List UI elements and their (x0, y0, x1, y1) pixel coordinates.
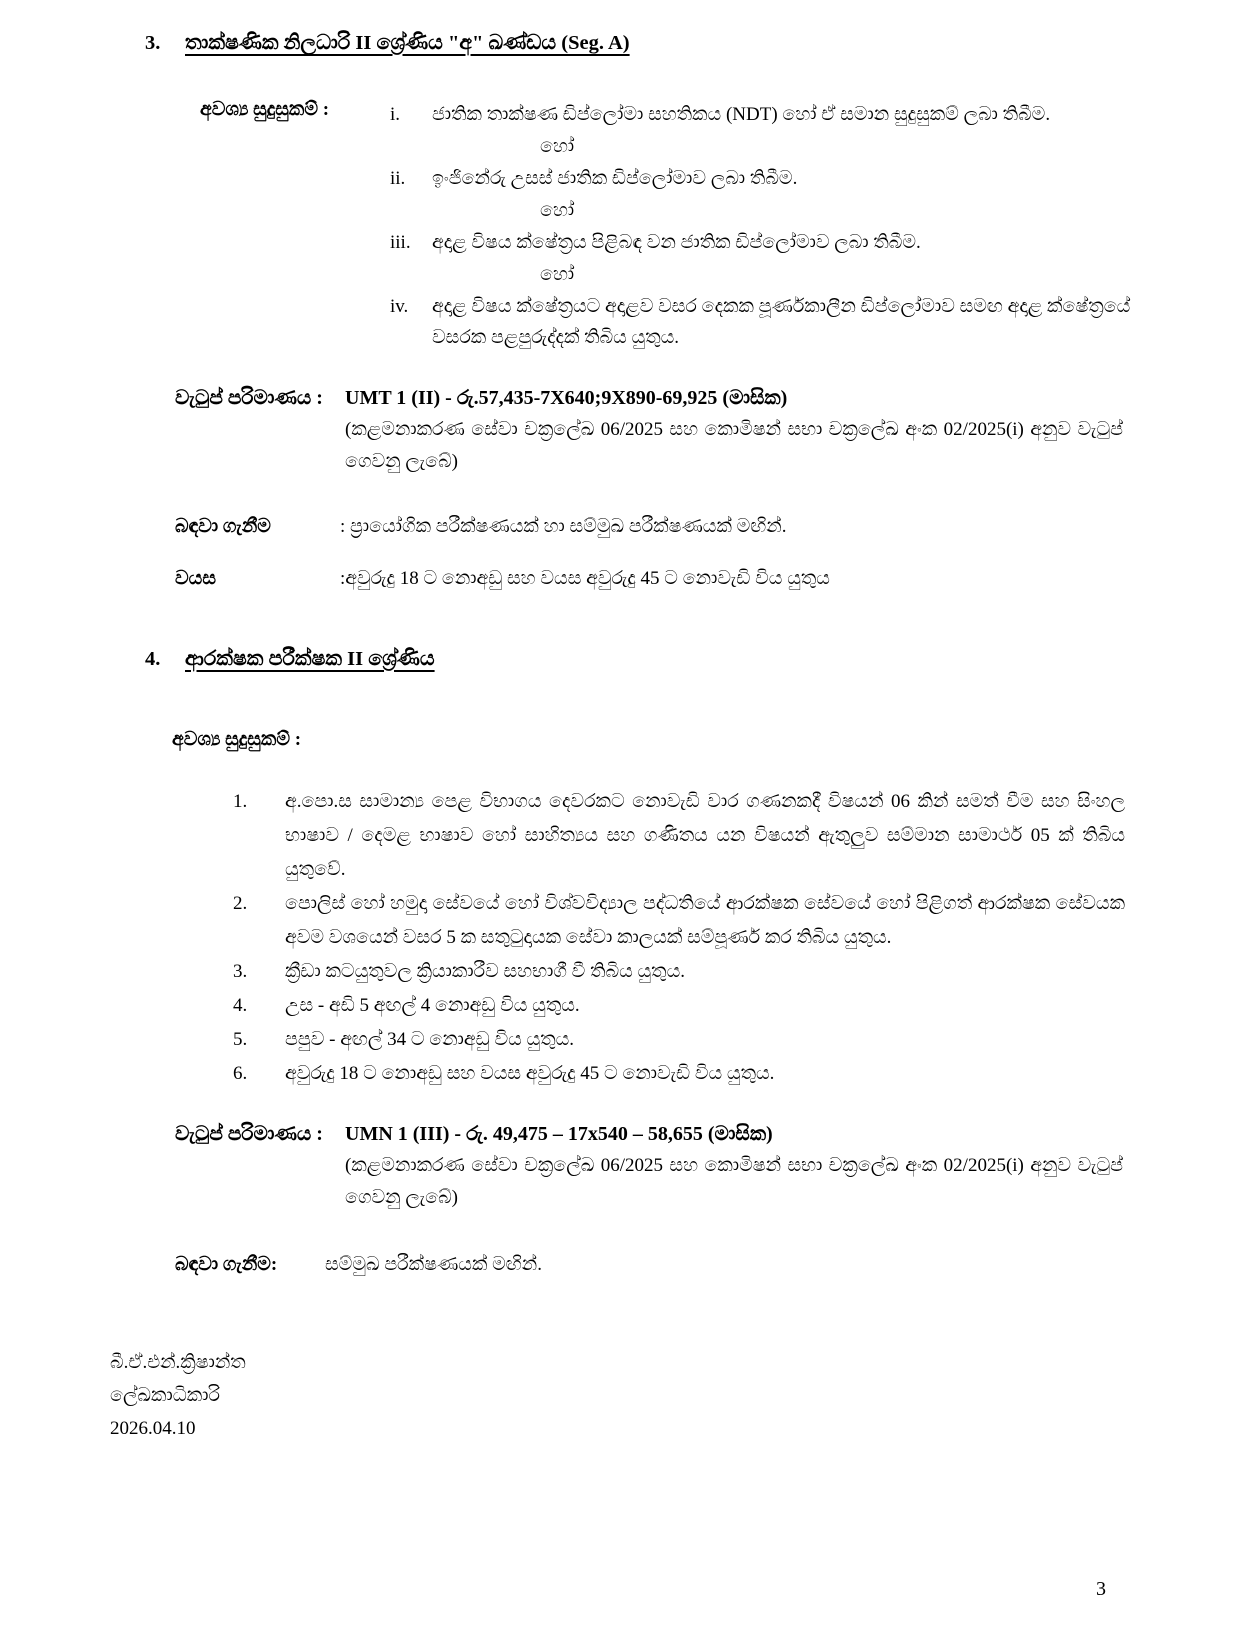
section4-heading (145, 648, 1241, 671)
age-label: වයස (175, 568, 216, 589)
item-text: ඉංජිනේරු උසස් ජාතික ඩිප්ලෝමාව ලබා තිබීම. (432, 168, 798, 189)
item-number: 4. (233, 995, 248, 1016)
signatory-designation: ලේඛකාධිකාරි (110, 1385, 220, 1406)
list-item (233, 955, 1125, 989)
section3-qualifications-label: අවශ්‍ය සුදුසුකම් : (200, 99, 330, 120)
item-text: අ.පො.ස සාමාන්‍ය පෙළ විභාගය දෙවරකට නොවැඩි වාර ගණනකදී විෂයන් 06 කින් සමත් වීම සහ සිංහල භාෂාව / දෙමළ භාෂාව හෝ සාහිත්‍යය සහ ගණිතය යන විෂයන් ඇතුලුව සම්මාන සාමාර්ථ 05 ක් තිබිය යුතුවේ. (285, 791, 1125, 880)
list-item (390, 163, 1142, 194)
list-item (233, 989, 1125, 1023)
item-number: iii. (390, 232, 411, 253)
section4-qualifications-label: අවශ්‍ය සුදුසුකම් : (172, 729, 302, 750)
list-item (233, 1057, 1125, 1091)
item-text: ක්‍රීඩා කටයුතුවල ක්‍රියාකාරීව සහභාගී වී තිබිය යුතුය. (285, 961, 685, 982)
section4-recruitment (175, 1254, 1241, 1276)
list-item (390, 291, 1142, 353)
list-item (233, 887, 1125, 955)
or-separator: හෝ (540, 264, 575, 285)
item-number: 6. (233, 1063, 248, 1084)
item-text: අදාළ විෂය ක්ෂේත්‍රය පිළිබඳ වන ජාතික ඩිප්ලෝමාව ලබා තිබීම. (432, 232, 921, 253)
page-number: 3 (1096, 1578, 1106, 1600)
recruitment-value: : ප්‍රායෝගික පරීක්ෂණයක් හා සම්මුඛ පරීක්ෂණයක් මඟින්. (340, 516, 787, 537)
list-item (233, 1023, 1125, 1057)
item-text: ජාතික තාක්ෂණ ඩිප්ලෝමා සහතිකය (NDT) හෝ ඒ සමාන සුදුසුකම් ලබා තිබීම. (432, 104, 1051, 125)
section4-qualification-items (233, 785, 1125, 1091)
section3-number: 3. (145, 32, 161, 54)
section4-salary-scale (175, 1123, 1241, 1146)
recruitment-label: බඳවා ගැනීම: (175, 1254, 278, 1275)
item-text: උස - අඩි 5 අඟල් 4 නොඅඩු විය යුතුය. (285, 995, 580, 1016)
item-number: 5. (233, 1029, 248, 1050)
salary-value: UMN 1 (III) - රු. 49,475 – 17x540 – 58,655 (මාසික) (345, 1123, 773, 1145)
item-text: අවුරුදු 18 ට නොඅඩු සහ වයස අවුරුදු 45 ට නොවැඩි විය යුතුය. (285, 1063, 775, 1084)
item-number: 3. (233, 961, 248, 982)
section4-salary-note: (කළමනාකරණ සේවා චක්‍රලේඛ 06/2025 සහ කොමිෂන් සභා චක්‍රලේඛ අංක 02/2025(i) අනුව වැටුප් ගෙවනු ලැබේ) (345, 1155, 1123, 1208)
item-number: iv. (390, 296, 409, 317)
salary-label: වැටුප් පරිමාණය : (175, 387, 323, 409)
section3-qualification-items (390, 99, 1142, 353)
item-text: පපුව - අඟල් 34 ට නොඅඩු විය යුතුය. (285, 1029, 575, 1050)
item-number: 2. (233, 893, 248, 914)
signature-date: 2026.04.10 (110, 1418, 196, 1439)
signature-block (110, 1346, 1241, 1445)
section4-title: ආරක්ෂක පරීක්ෂක II ශ්‍රේණිය (185, 648, 435, 670)
or-separator: හෝ (540, 136, 575, 157)
item-number: i. (390, 104, 401, 125)
section3-recruitment (175, 516, 1241, 538)
list-item (390, 99, 1142, 130)
item-number: ii. (390, 168, 406, 189)
age-value: :අවුරුදු 18 ට නොඅඩු සහ වයස අවුරුදු 45 ට නොවැඩි විය යුතුය (340, 568, 830, 589)
list-item (390, 227, 1142, 258)
recruitment-label: බඳවා ගැනීම (175, 516, 271, 537)
section3-salary-scale (175, 387, 1241, 410)
item-text: අදාළ විෂය ක්ෂේත්‍රයට අදාළව වසර දෙකක පූර්ණකාලීන ඩිප්ලෝමාව සමඟ අදාළ ක්ෂේත්‍රයේ වසරක පළපුරුද්දක් තිබිය යුතුය. (432, 296, 1131, 348)
recruitment-value: සම්මුඛ පරීක්ෂණයක් මඟින්. (325, 1254, 542, 1275)
salary-value: UMT 1 (II) - රු.57,435-7X640;9X890-69,925 (මාසික) (345, 387, 788, 409)
section3-title: තාක්ෂණික නිලධාරි II ශ්‍රේණිය "අ" ඛණ්ඩය (Seg. A) (185, 32, 630, 54)
item-text: පොලිස් හෝ හමුදා සේවයේ හෝ විශ්වවිද්‍යාල පද්ධතියේ ආරක්ෂක සේවයේ හෝ පිළිගත් ආරක්ෂක සේවයක අවම වශයෙන් වසර 5 ක සතුටුදායක සේවා කාලයක් සම්පූර්ණ කර තිබිය යුතුය. (285, 893, 1125, 948)
list-item (233, 785, 1125, 887)
section3-salary-note: (කළමනාකරණ සේවා චක්‍රලේඛ 06/2025 සහ කොමිෂන් සභා චක්‍රලේඛ අංක 02/2025(i) අනුව වැටුප් ගෙවනු ලැබේ) (345, 419, 1123, 472)
section4-number: 4. (145, 648, 161, 670)
signatory-name: බී.ඒ.එන්.ක්‍රිෂාන්ත (110, 1352, 246, 1373)
salary-label: වැටුප් පරිමාණය : (175, 1123, 323, 1145)
item-number: 1. (233, 791, 248, 812)
section3-qualifications (200, 99, 1241, 353)
or-separator: හෝ (540, 200, 575, 221)
section3-heading (145, 0, 1241, 55)
section3-age (175, 568, 1241, 590)
